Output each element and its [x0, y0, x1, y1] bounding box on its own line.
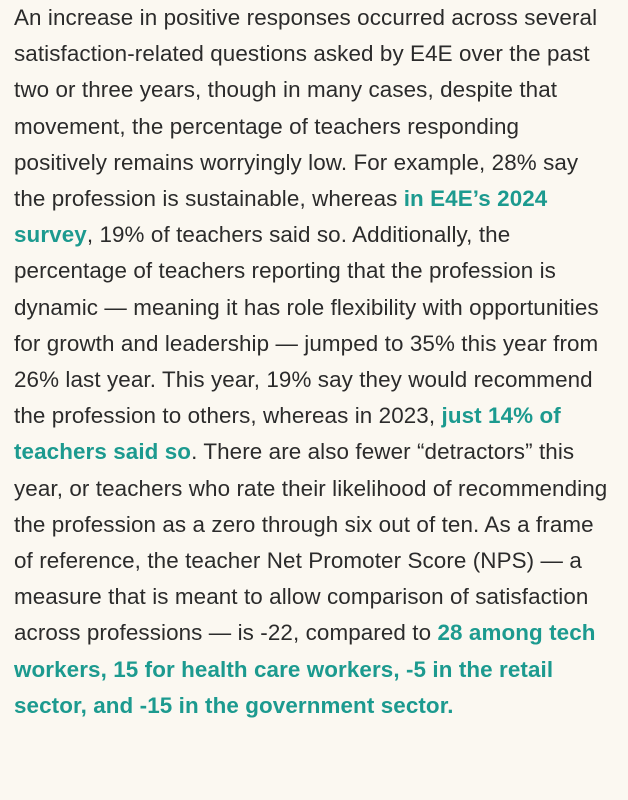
link-14-percent-teachers[interactable]: just 14% of teachers said so — [14, 403, 561, 465]
paragraph-text-segment-3: . There are also fewer “detractors” this year, or teachers who rate their likelihood of recommending the profession as a zero through six out of ten. As a frame of reference, the teacher Net Promoter Score (NPS) — a measure that is meant to allow comparison of satisfaction across professions — is -22, compared to — [14, 439, 608, 646]
link-e4e-2024-survey[interactable]: in E4E’s 2024 survey — [14, 186, 548, 248]
paragraph-text-segment-2: , 19% of teachers said so. Additionally, the percentage of teachers reporting that the profession is dynamic — meaning it has role flexibility with opportunities for growth and leadership — jumped to 35% this year from 26% last year. This year, 19% say they would recommend the profession to others, whereas in 2023, — [14, 222, 599, 429]
paragraph-text-segment-1: An increase in positive responses occurred across several satisfaction-related questions asked by E4E over the past two or three years, though in many cases, despite that movement, the percentage of teachers responding positively remains worryingly low. For example, 28% say the profession is sustainable, whereas — [14, 5, 598, 212]
link-nps-comparison[interactable]: 28 among tech workers, 15 for health care workers, -5 in the retail sector, and -15 in the government sector. — [14, 620, 596, 718]
article-paragraph — [14, 0, 614, 724]
article-body — [14, 0, 614, 724]
